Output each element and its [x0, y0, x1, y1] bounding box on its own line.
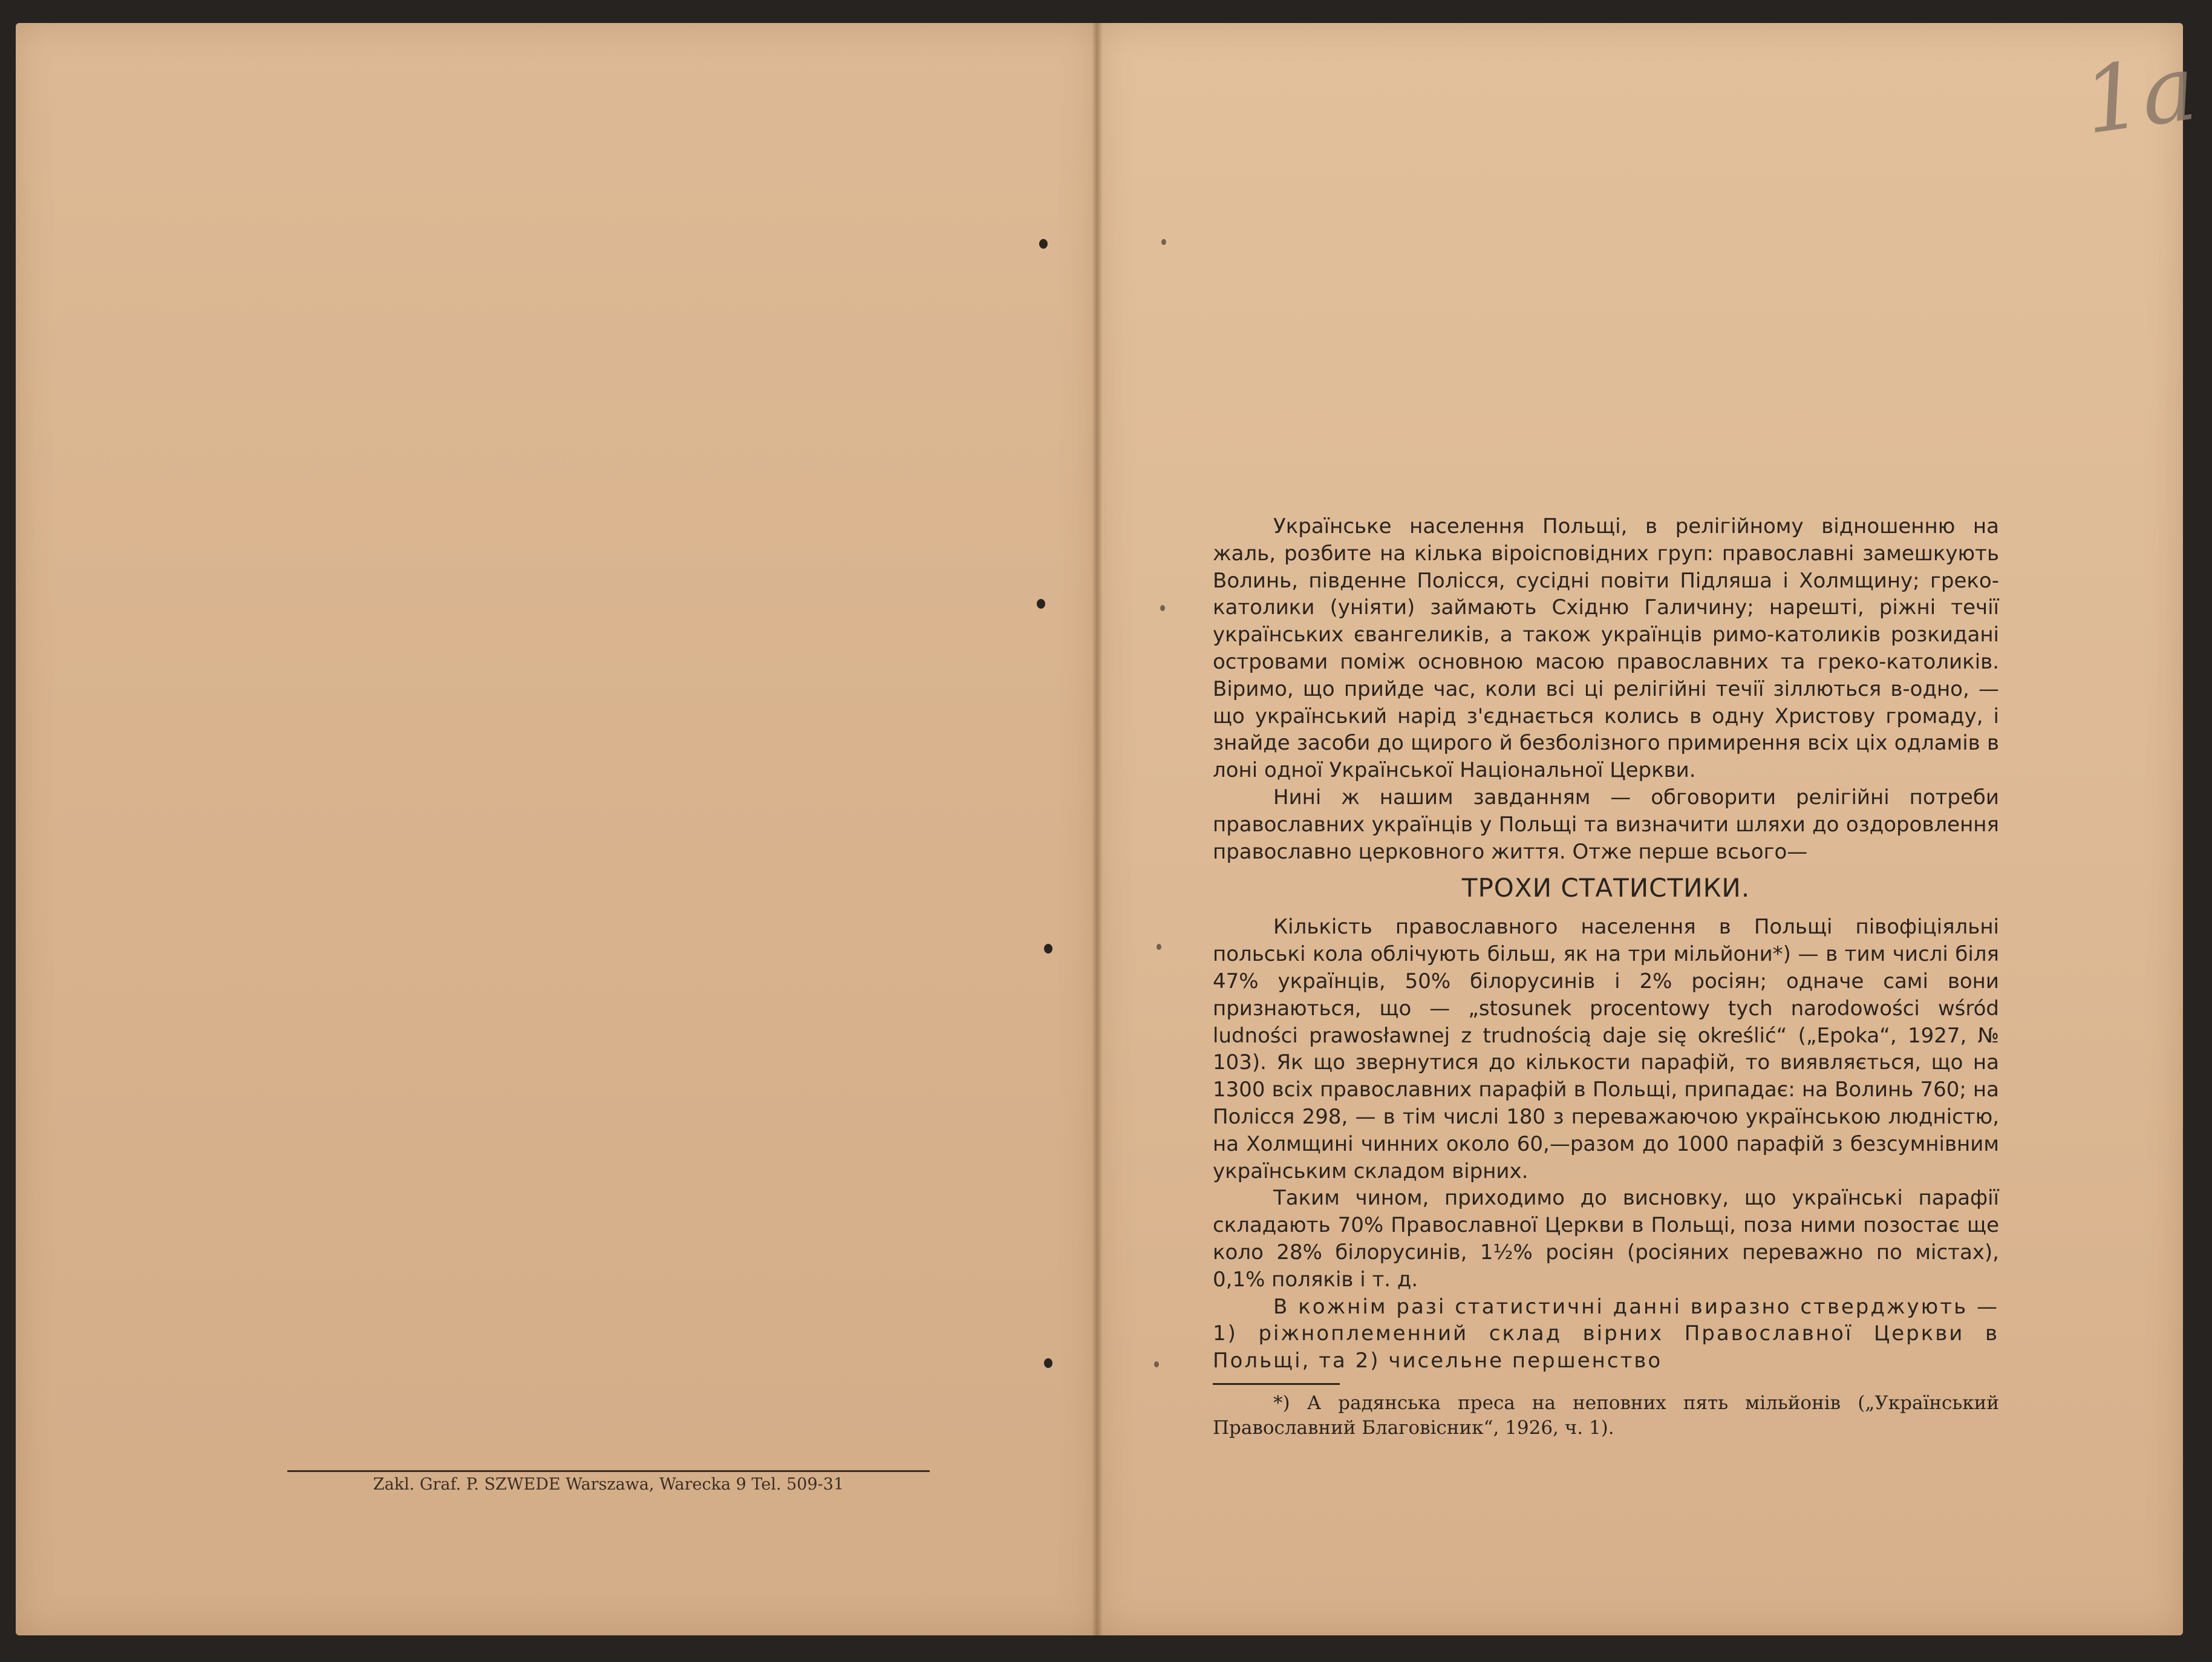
- staple-hole: [1157, 944, 1161, 950]
- footnote-rule: [1213, 1383, 1340, 1385]
- page-text: [1213, 513, 1999, 1441]
- book-spine: [1092, 23, 1102, 1635]
- handwritten-page-number: 1a: [2077, 34, 2203, 155]
- staple-hole: [1044, 944, 1052, 954]
- task-paragraph: Нині ж нашим завданням — обговорити релігійні потреби православних українців у Польщі та визначити шляхи до оздоровлення православно церковного життя. Отже перше всього—: [1213, 785, 1999, 864]
- staple-hole: [1154, 1361, 1159, 1367]
- final-paragraph: В кожнім разі статистичні данні виразно стверджують — 1) ріжноплеменний склад вірних Православної Церкви в Польщі, та 2) чисельне першенство: [1213, 1294, 1999, 1373]
- conclusion-paragraph: Таким чином, приходимо до висновку, що українські парафії складають 70% Православної Церкви в Польщі, поза ними позостає ще коло 28% білорусинів, 1½% росіян (росіяних переважно по містах), 0,1% поляків і т. д.: [1213, 1186, 1999, 1292]
- footnote: *) А радянська преса на неповних пять мільйонів („Український Православний Благовісник“, 1926, ч. 1).: [1213, 1392, 1999, 1439]
- stats-paragraph: Кількість православного населення в Польщі півофіціяльні польські кола облічують більш, як на три мільйони*) — в тим числі біля 47% українців, 50% білорусинів і 2% росіян; одначе самі вони признаються, що — „stosunek procentowy tych narodowości wśród ludności prawosławnej z trudnością daje się określić“ („Epoka“, 1927, № 103). Як що звернутися до кількости парафій, то виявляється, що на 1300 всіх православних парафій в Польщі, припадає: на Волинь 760; на Полісся 298, — в тім числі 180 з переважаючою українською людністю, на Холмщині чинних около 60,—разом до 1000 парафій з безсумнівним українським складом вірних.: [1213, 915, 1999, 1183]
- imprint-rule: [287, 1470, 930, 1472]
- staple-hole: [1039, 239, 1048, 249]
- section-heading: ТРОХИ СТАТИСТИКИ.: [1461, 873, 1750, 903]
- printer-imprint: Zakl. Graf. P. SZWEDE Warszawa, Warecka 9 Tel. 509-31: [373, 1475, 844, 1494]
- staple-hole: [1044, 1358, 1052, 1368]
- intro-paragraph: Українське населення Польщі, в релігійному відношенню на жаль, розбите на кілька віроісповідних груп: православні замешкують Волинь, південне Полісся, сусідні повіти Підляша і Холмщину; греко-католики (уніяти) займають Східню Галичину; нарешті, ріжні течії українських євангеликів, а також українців римо-католиків розкидані островами поміж основною масою православних та греко-католиків. Віримо, що прийде час, коли всі ці релігійні течії зіллються в-одно, — що український нарід з'єднається колись в одну Христову громаду, і знайде засоби до щирого й безболізного примирення всіх ціх одламів в лоні одної Української Національної Церкви.: [1213, 514, 1999, 783]
- staple-hole: [1161, 239, 1166, 245]
- staple-hole: [1037, 599, 1045, 609]
- staple-hole: [1160, 605, 1165, 611]
- left-page: [16, 23, 1097, 1635]
